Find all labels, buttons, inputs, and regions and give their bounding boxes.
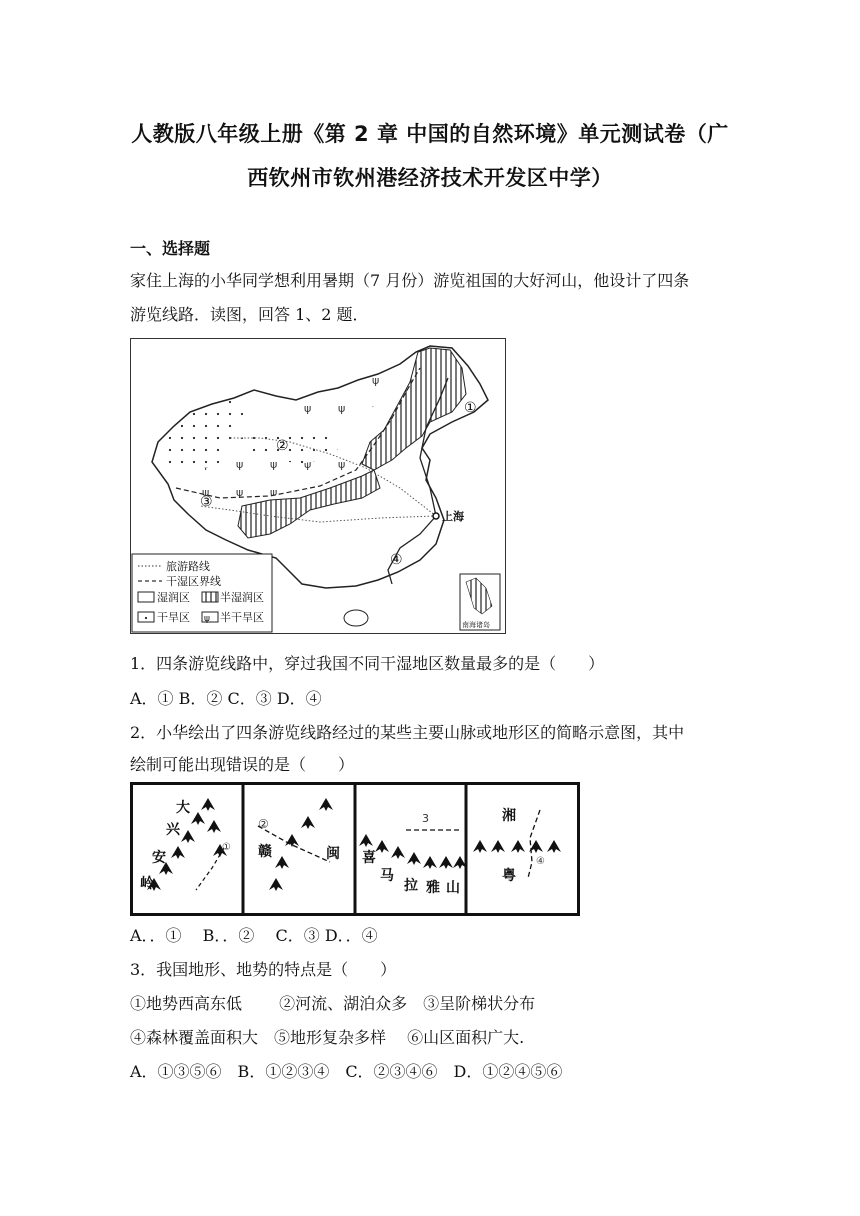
question-2-stem-line-2: 绘制可能出现错误的是（ ） [130, 755, 355, 774]
panel2-left: 赣 [258, 844, 272, 860]
panel3-char-4: 雅 [426, 880, 440, 896]
route-label-3: ③ [200, 494, 213, 510]
hainan-island [344, 610, 368, 626]
section-heading: 一、选择题 [130, 239, 211, 258]
panel1-char-1: 大 [176, 800, 190, 816]
legend-route: 旅游路线 [166, 560, 210, 573]
title-line-1: 人教版八年级上册《第 2 章 中国的自然环境》单元测试卷（广 [131, 122, 729, 146]
mountain-diagram [130, 782, 580, 916]
panel3-num: 3 [422, 812, 429, 825]
panel2-num: ② [258, 817, 269, 831]
route-label-2: ② [276, 438, 289, 454]
inset-label: 南海诸岛 [462, 621, 490, 629]
south-sea-inset [460, 574, 500, 630]
panel1-num: ① [222, 842, 231, 853]
title-line-2: 西钦州市钦州港经济技术开发区中学） [247, 166, 613, 190]
question-2-options: A．．① B．．② C．③ D．．④ [130, 926, 378, 945]
panel4-num: ④ [536, 856, 545, 867]
question-3-choices-line-1: ①地势西高东低 ②河流、湖泊众多 ③呈阶梯状分布 [130, 994, 536, 1013]
route-label-1: ① [464, 400, 477, 416]
panel2-right: 闽 [326, 846, 340, 862]
panel4-top: 湘 [502, 808, 516, 824]
china-dry-wet-map [130, 338, 506, 634]
intro-line-1: 家住上海的小华同学想利用暑期（7 月份）游览祖国的大好河山，他设计了四条 [130, 271, 690, 290]
diagram-svg [130, 782, 580, 916]
map-legend [132, 554, 272, 632]
question-2-stem-line-1: 2．小华绘出了四条游览线路经过的某些主要山脉或地形区的简略示意图，其中 [130, 723, 685, 742]
panel4-bottom: 粤 [502, 868, 516, 884]
legend-semi-humid: 半湿润区 [220, 591, 264, 604]
question-3-stem: 3．我国地形、地势的特点是（ ） [130, 960, 397, 979]
route-label-4: ④ [390, 552, 403, 568]
legend-humid: 湿润区 [157, 591, 190, 604]
legend-arid: 干旱区 [157, 611, 190, 624]
legend-boundary: 干湿区界线 [166, 575, 221, 588]
panel3-char-5: 山 [446, 880, 460, 896]
svg-text:ψ: ψ [204, 614, 210, 624]
panel1-char-3: 安 [152, 850, 166, 866]
document-title [110, 112, 750, 200]
question-3-choices-line-2: ④森林覆盖面积大 ⑤地形复杂多样 ⑥山区面积广大. [130, 1028, 525, 1047]
shanghai-marker [433, 513, 439, 519]
question-3-options: A．①③⑤⑥ B．①②③④ C．②③④⑥ D．①②④⑤⑥ [130, 1062, 563, 1081]
panel1-char-4: 岭 [140, 876, 154, 892]
panel3-char-2: 马 [380, 868, 394, 884]
intro-line-2: 游览线路．读图，回答 1、2 题． [130, 305, 369, 324]
map-svg [130, 338, 506, 634]
legend-semi-arid: 半干旱区 [220, 611, 264, 624]
panel3-char-1: 喜 [362, 850, 376, 866]
panel1-char-2: 兴 [166, 822, 180, 838]
shanghai-label: 上海 [442, 510, 464, 523]
question-1-options: A．① B．② C．③ D．④ [130, 689, 322, 708]
question-1-stem: 1．四条游览线路中，穿过我国不同干湿地区数量最多的是（ ） [130, 654, 605, 673]
panel3-char-3: 拉 [404, 878, 418, 894]
